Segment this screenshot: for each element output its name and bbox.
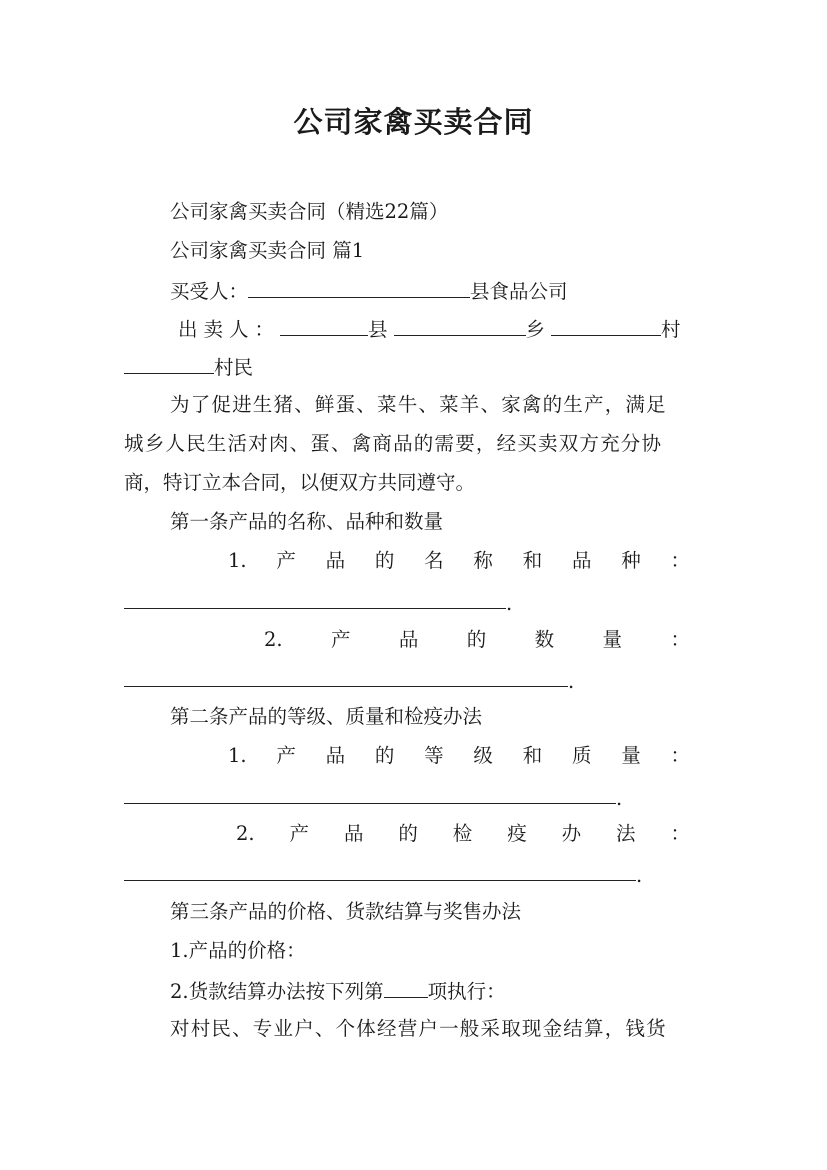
a2i2-c4: 检 [452, 822, 473, 845]
a2i1-c2: 品 [325, 744, 346, 767]
seller-township-blank[interactable] [394, 313, 526, 336]
seller-county: 县 [368, 318, 394, 341]
article1-item1 [228, 546, 690, 576]
a2i1-c0: 1. [228, 744, 247, 767]
buyer-line [170, 275, 750, 307]
article3-item1: 1.产品的价格： [170, 939, 306, 962]
a1i2-c1: 产 [330, 628, 351, 651]
seller-township: 乡 [525, 318, 552, 341]
a1i1-c5: 称 [473, 549, 493, 572]
a2i2-c3: 的 [398, 822, 418, 845]
article1-item1-blank[interactable] [124, 584, 506, 609]
document-title: 公司家禽买卖合同 [293, 105, 534, 139]
article1-item2-blank[interactable] [124, 662, 568, 687]
a1i1-c9: ： [670, 549, 690, 572]
a1i2-c5: 量 [602, 628, 623, 651]
article2-heading: 第二条产品的等级、质量和检疫办法 [170, 705, 483, 728]
article2-item1-blank[interactable] [124, 779, 616, 804]
buyer-suffix: 县食品公司 [470, 280, 568, 303]
a1i2-c6: ： [670, 628, 690, 651]
article2-item1-period: . [616, 787, 623, 810]
a2i2-c1: 产 [289, 822, 310, 845]
a1i2-c4: 数 [534, 628, 555, 651]
a1i1-c2: 品 [325, 549, 346, 572]
seller-county-blank[interactable] [280, 313, 368, 336]
article3-item2-prefix: 2.货款结算办法按下列第 [170, 980, 384, 1003]
a2i1-c4: 等 [424, 744, 444, 767]
a2i2-c2: 品 [343, 822, 364, 845]
seller-villager-blank[interactable] [124, 351, 214, 374]
seller-villager: 村民 [214, 356, 254, 379]
a1i1-c0: 1. [228, 549, 247, 572]
article3-heading: 第三条产品的价格、货款结算与奖售办法 [170, 900, 522, 923]
a2i1-c1: 产 [276, 744, 296, 767]
article3-item2-suffix: 项执行： [427, 980, 506, 1003]
article2-item2-blank[interactable] [124, 856, 636, 881]
article1-item2-period: . [568, 670, 575, 693]
a2i1-c5: 级 [473, 744, 493, 767]
a1i1-c4: 名 [424, 549, 444, 572]
buyer-label: 买受人： [170, 280, 249, 303]
a2i1-c8: 量 [621, 744, 641, 767]
seller-line [178, 313, 758, 345]
preamble-line-1: 为了促进生猪、鲜蛋、菜牛、菜羊、家禽的生产，满足 [170, 393, 667, 416]
article1-heading: 第一条产品的名称、品种和数量 [170, 510, 444, 533]
preamble-line-2: 城乡人民生活对肉、蛋、禽商品的需要，经买卖双方充分协 [124, 432, 663, 455]
a2i2-c7: 法 [616, 822, 636, 845]
buyer-blank[interactable] [248, 275, 470, 298]
article2-item2 [236, 819, 690, 849]
article3-item2 [170, 975, 750, 1007]
a2i1-c7: 质 [571, 744, 592, 767]
a1i1-c7: 品 [571, 549, 592, 572]
a2i2-c6: 办 [561, 822, 582, 845]
a2i2-c5: 疫 [507, 822, 527, 845]
article1-item1-period: . [506, 592, 513, 615]
a1i1-c8: 种 [621, 549, 641, 572]
seller-village-blank[interactable] [551, 313, 661, 336]
a1i2-c3: 的 [466, 628, 487, 651]
a1i1-c3: 的 [374, 549, 395, 572]
a1i1-c1: 产 [276, 549, 296, 572]
article3-item2-text: 对村民、专业户、个体经营户一般采取现金结算，钱货 [170, 1017, 667, 1040]
a2i1-c3: 的 [374, 744, 395, 767]
a2i2-c0: 2. [236, 822, 255, 845]
preamble-line-3: 商，特订立本合同，以便双方共同遵守。 [124, 471, 476, 494]
article2-item1 [228, 741, 690, 771]
article2-item2-period: . [636, 864, 643, 887]
article3-item2-blank[interactable] [384, 975, 428, 998]
seller-label: 出卖人： [178, 318, 281, 341]
document-subtitle: 公司家禽买卖合同（精选22篇） [170, 200, 449, 223]
seller-line-2 [124, 351, 704, 383]
a1i2-c0: 2. [264, 628, 283, 651]
part-heading: 公司家禽买卖合同 篇1 [170, 239, 365, 262]
article1-item2 [264, 625, 690, 655]
a1i2-c2: 品 [398, 628, 419, 651]
a2i2-c8: ： [670, 822, 690, 845]
a2i1-c6: 和 [522, 744, 543, 767]
a2i1-c9: ： [670, 744, 690, 767]
seller-village: 村 [661, 318, 687, 341]
a1i1-c6: 和 [522, 549, 543, 572]
